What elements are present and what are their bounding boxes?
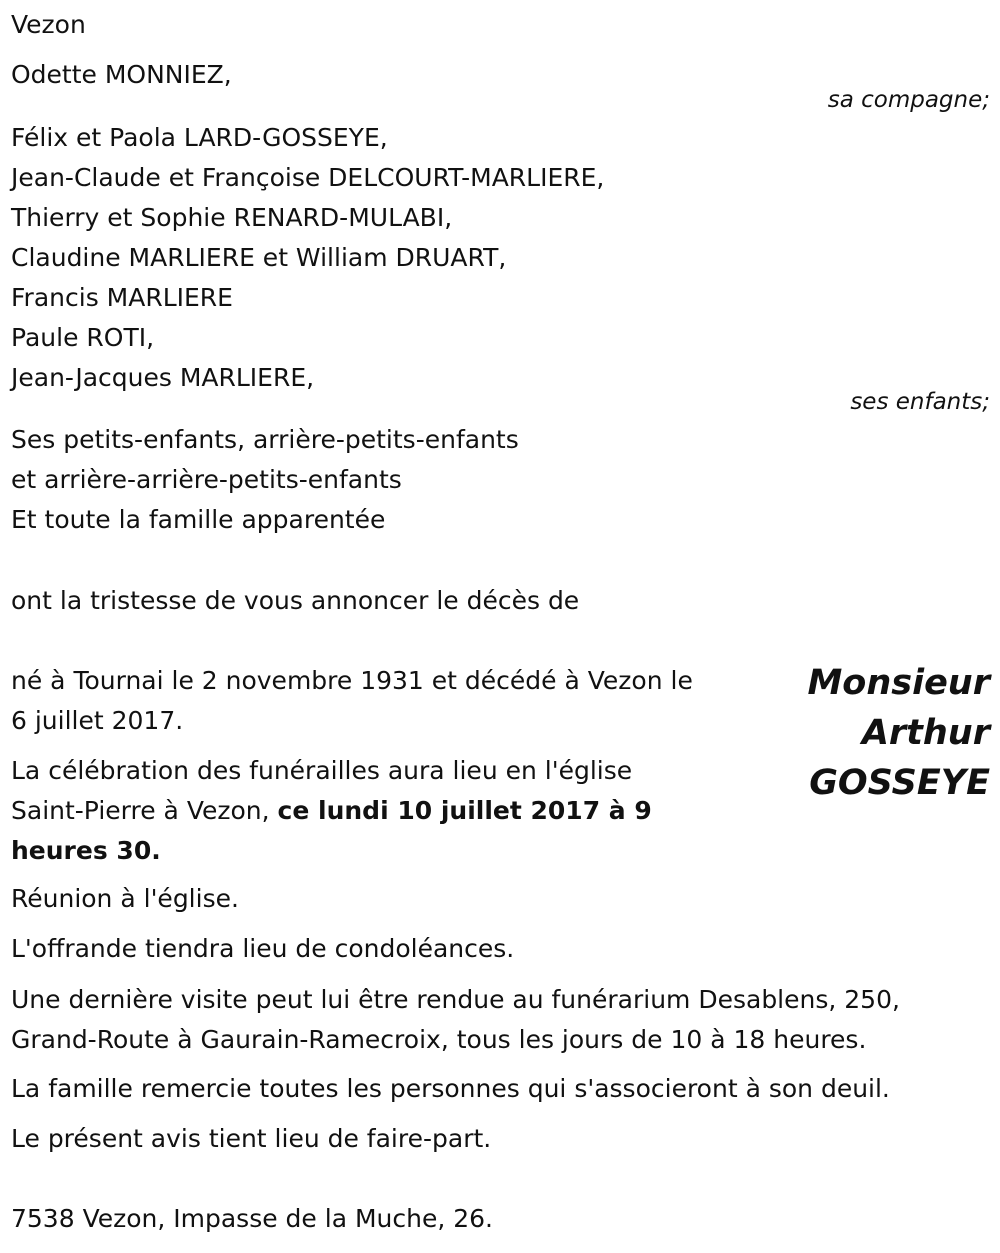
list-item: Francis MARLIERE [11, 283, 233, 312]
list-item: Paule ROTI, [11, 323, 155, 352]
location-header: Vezon [11, 10, 86, 39]
list-item: Félix et Paola LARD-GOSSEYE, [11, 123, 388, 152]
deceased-last-name: GOSSEYE [809, 763, 990, 803]
funeral-line [11, 791, 731, 831]
birth-death-paragraph [11, 661, 731, 741]
thanks-text: La famille remercie toutes les personnes qui s'associeront à son deuil. [11, 1074, 890, 1103]
family-line: Et toute la famille apparentée [11, 505, 386, 534]
announcement-text: ont la tristesse de vous annoncer le décès de [11, 586, 580, 615]
companion-name: Odette MONNIEZ, [11, 60, 232, 89]
children-role: ses enfants; [850, 389, 990, 415]
deceased-title: Monsieur [807, 663, 990, 703]
list-item: Jean-Jacques MARLIERE, [11, 363, 315, 392]
funeral-date: ce lundi 10 juillet 2017 à 9 [277, 796, 652, 825]
visit-line: Grand-Route à Gaurain-Ramecroix, tous les jours de 10 à 18 heures. [11, 1025, 867, 1054]
birth-death-line: né à Tournai le 2 novembre 1931 et décédé à Vezon le [11, 666, 693, 695]
reunion-text: Réunion à l'église. [11, 884, 239, 913]
offering-text: L'offrande tiendra lieu de condoléances. [11, 934, 515, 963]
deceased-first-name: Arthur [861, 713, 990, 753]
funeral-line [11, 831, 731, 871]
companion-role: sa compagne; [827, 87, 990, 113]
list-item: Jean-Claude et Françoise DELCOURT-MARLIERE, [11, 163, 605, 192]
funeral-line: La célébration des funérailles aura lieu en l'église [11, 756, 633, 785]
visit-line: Une dernière visite peut lui être rendue au funérarium Desablens, 250, [11, 985, 900, 1014]
list-item: Claudine MARLIERE et William DRUART, [11, 243, 507, 272]
deceased-name [770, 658, 990, 808]
address-text: 7538 Vezon, Impasse de la Muche, 26. [11, 1204, 494, 1233]
funeral-paragraph [11, 751, 731, 871]
notice-text: Le présent avis tient lieu de faire-part. [11, 1124, 492, 1153]
children-list [11, 118, 604, 398]
family-line: et arrière-arrière-petits-enfants [11, 465, 402, 494]
family-lines [11, 420, 519, 540]
funeral-time: heures 30. [11, 836, 161, 865]
visit-paragraph [11, 980, 991, 1060]
funeral-place: Saint-Pierre à Vezon, [11, 796, 278, 825]
birth-death-line: 6 juillet 2017. [11, 706, 184, 735]
list-item: Thierry et Sophie RENARD-MULABI, [11, 203, 453, 232]
family-line: Ses petits-enfants, arrière-petits-enfants [11, 425, 519, 454]
